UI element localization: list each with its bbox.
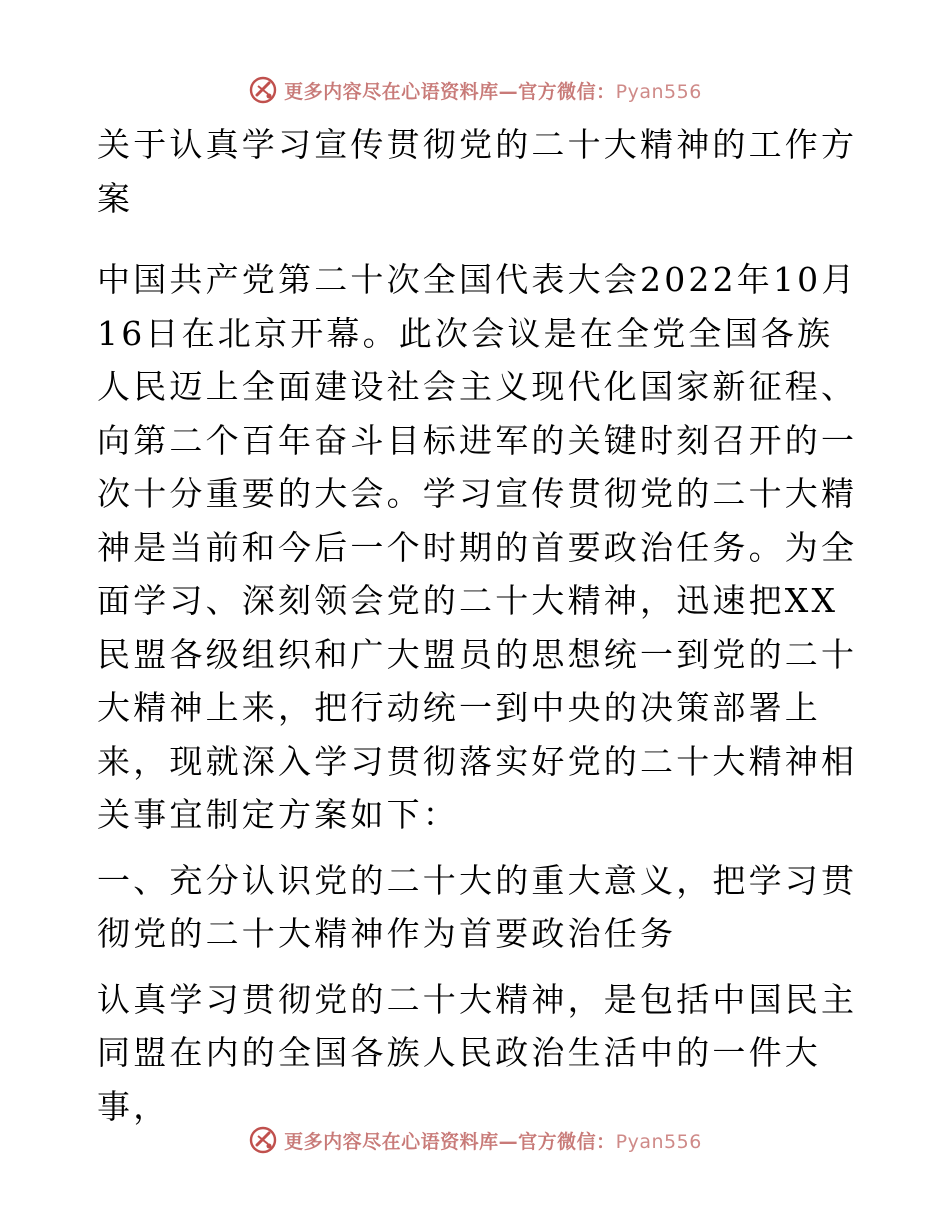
watermark-header bbox=[0, 70, 950, 110]
document-title: 关于认真学习宣传贯彻党的二十大精神的工作方案 bbox=[97, 125, 858, 218]
watermark-text: 更多内容尽在心语资料库—官方微信： bbox=[284, 1130, 616, 1153]
watermark-id: Pyan556 bbox=[615, 80, 702, 103]
paragraph-section-1: 认真学习贯彻党的二十大精神，是包括中国民主同盟在内的全国各族人民政治生活中的一件大事， bbox=[97, 979, 858, 1126]
section-heading-1: 一、充分认识党的二十大的重大意义，把学习贯彻党的二十大精神作为首要政治任务 bbox=[97, 860, 858, 953]
watermark-footer bbox=[0, 1120, 950, 1160]
watermark-text: 更多内容尽在心语资料库—官方微信： bbox=[284, 80, 616, 103]
paragraph-intro: 中国共产党第二十次全国代表大会2022年10月16日在北京开幕。此次会议是在全党全国各族人民迈上全面建设社会主义现代化国家新征程、向第二个百年奋斗目标进军的关键时刻召开的一次十分重要的大会。学习宣传贯彻党的二十大精神是当前和今后一个时期的首要政治任务。为全面学习、深刻领会党的二十大精神，迅速把XX民盟各级组织和广大盟员的思想统一到党的二十大精神上来，把行动统一到中央的决策部署上来，现就深入学习贯彻落实好党的二十大精神相关事宜制定方案如下： bbox=[97, 260, 858, 834]
seal-logo-icon bbox=[248, 1125, 278, 1155]
document-body bbox=[97, 118, 867, 1133]
seal-logo-icon bbox=[248, 75, 278, 105]
watermark-id: Pyan556 bbox=[615, 1130, 702, 1153]
